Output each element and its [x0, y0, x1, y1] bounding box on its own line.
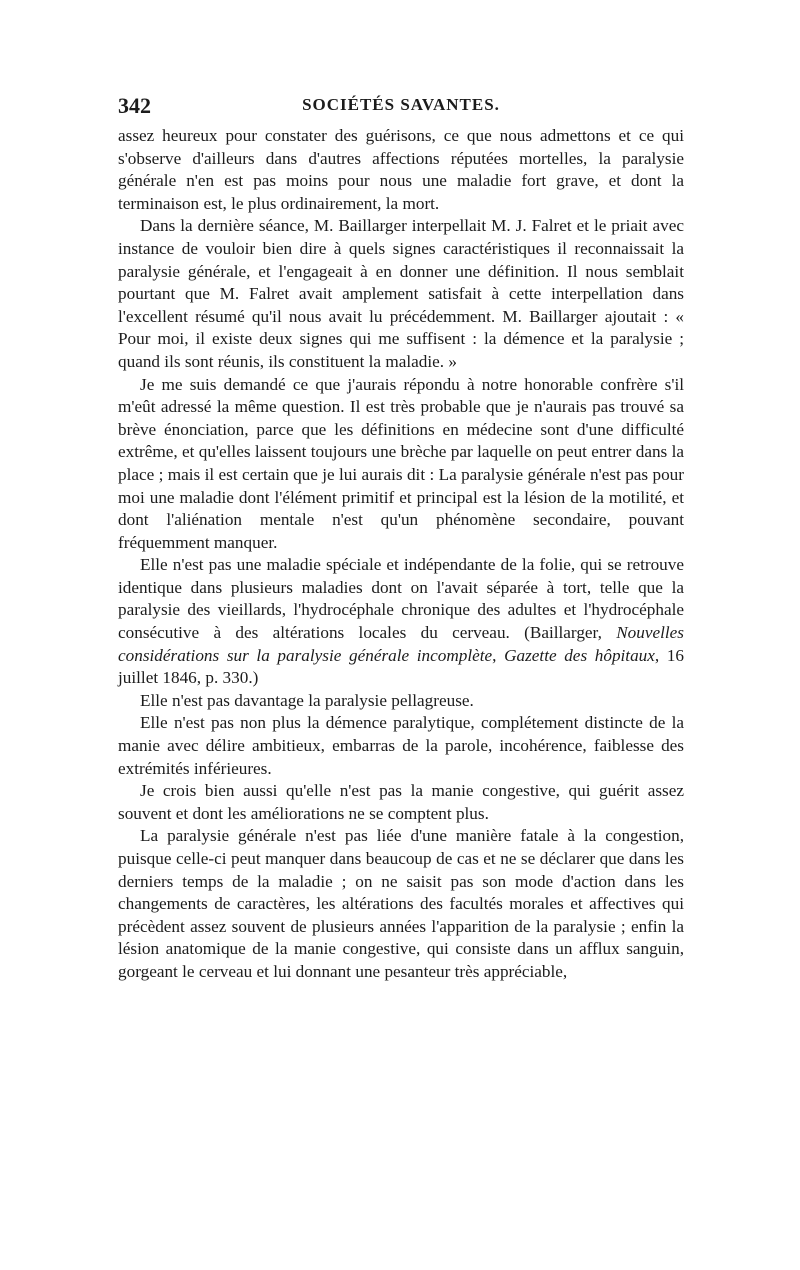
- paragraph: La paralysie générale n'est pas liée d'une manière fatale à la congestion, puisque celle-ci peut manquer dans beaucoup de cas et ne se déclarer que dans les derniers temps de la maladie ; on ne saisit pas son mode d'action dans les changements de caractères, les altérations des facultés morales et affectives qui précèdent assez souvent de plusieurs années l'apparition de la paralysie ; enfin la lésion anatomique de la manie congestive, qui consiste dans un afflux sanguin, gorgeant le cerveau et lui donnant une pesanteur très appréciable,: [118, 826, 684, 981]
- paragraph-citation: [118, 554, 684, 690]
- cited-article-title: Nouvelles considérations sur la paralysie générale incomplète: [118, 623, 684, 665]
- cited-journal-title: Gazette des hôpitaux: [504, 645, 655, 665]
- paragraph-text: Elle n'est pas une maladie spéciale et indépendante de la folie, qui se retrouve identique dans plusieurs maladies dont on l'avait séparée à tort, telle que la paralysie des vieillards, l'hydrocéphale chronique des adultes et l'hydrocéphale consécutive à des altérations locales du cerveau. (Baillarger,: [118, 555, 684, 643]
- paragraph: Elle n'est pas davantage la paralysie pellagreuse.: [140, 690, 474, 710]
- paragraph: Elle n'est pas non plus la démence paralytique, complétement distincte de la manie avec délire ambitieux, embarras de la parole, incohérence, faiblesse des extrémités inférieures.: [118, 713, 684, 778]
- page-number: 342: [118, 93, 151, 118]
- paragraph: Je crois bien aussi qu'elle n'est pas la manie congestive, qui guérit assez souvent et dont les améliorations ne se comptent plus.: [118, 781, 684, 823]
- paragraph: assez heureux pour constater des guérisons, ce que nous admettons et ce qui s'observe d'ailleurs dans d'autres affections réputées mortelles, la paralysie générale n'en est pas moins pour nous une maladie fort grave, et dont la terminaison est, le plus ordinairement, la mort.: [118, 126, 684, 213]
- page-header: [118, 93, 684, 123]
- paragraph: Je me suis demandé ce que j'aurais répondu à notre honorable confrère s'il m'eût adressé la même question. Il est très probable que je n'aurais pas trouvé sa brève énonciation, parce que les définitions en médecine sont d'une difficulté extrême, et qu'elles laissent toujours une brèche par laquelle on peut entrer dans la place ; mais il est certain que je lui aurais dit : La paralysie générale n'est pas pour moi une maladie dont l'élément primitif et principal est la lésion de la motilité, et dont l'aliénation mentale n'est qu'un phénomène secondaire, pouvant fréquemment manquer.: [118, 374, 684, 552]
- citation-separator: ,: [492, 645, 505, 665]
- citation-details: , 16 juillet 1846, p. 330.): [118, 645, 685, 688]
- paragraph: Dans la dernière séance, M. Baillarger interpellait M. J. Falret et le priait avec instance de vouloir bien dire à quels signes caractéristiques il reconnaissait la paralysie générale, et l'engageait à en donner une définition. Il nous semblait pourtant que M. Falret avait amplement satisfait à cette interpellation dans l'excellent résumé qu'il nous avait lu précédemment. M. Baillarger ajoutait : « Pour moi, il existe deux signes qui me suffisent : la démence et la paralysie ; quand ils sont réunis, ils constituent la maladie. »: [118, 216, 684, 371]
- running-title: SOCIÉTÉS SAVANTES.: [302, 95, 500, 114]
- body-text: [118, 125, 684, 984]
